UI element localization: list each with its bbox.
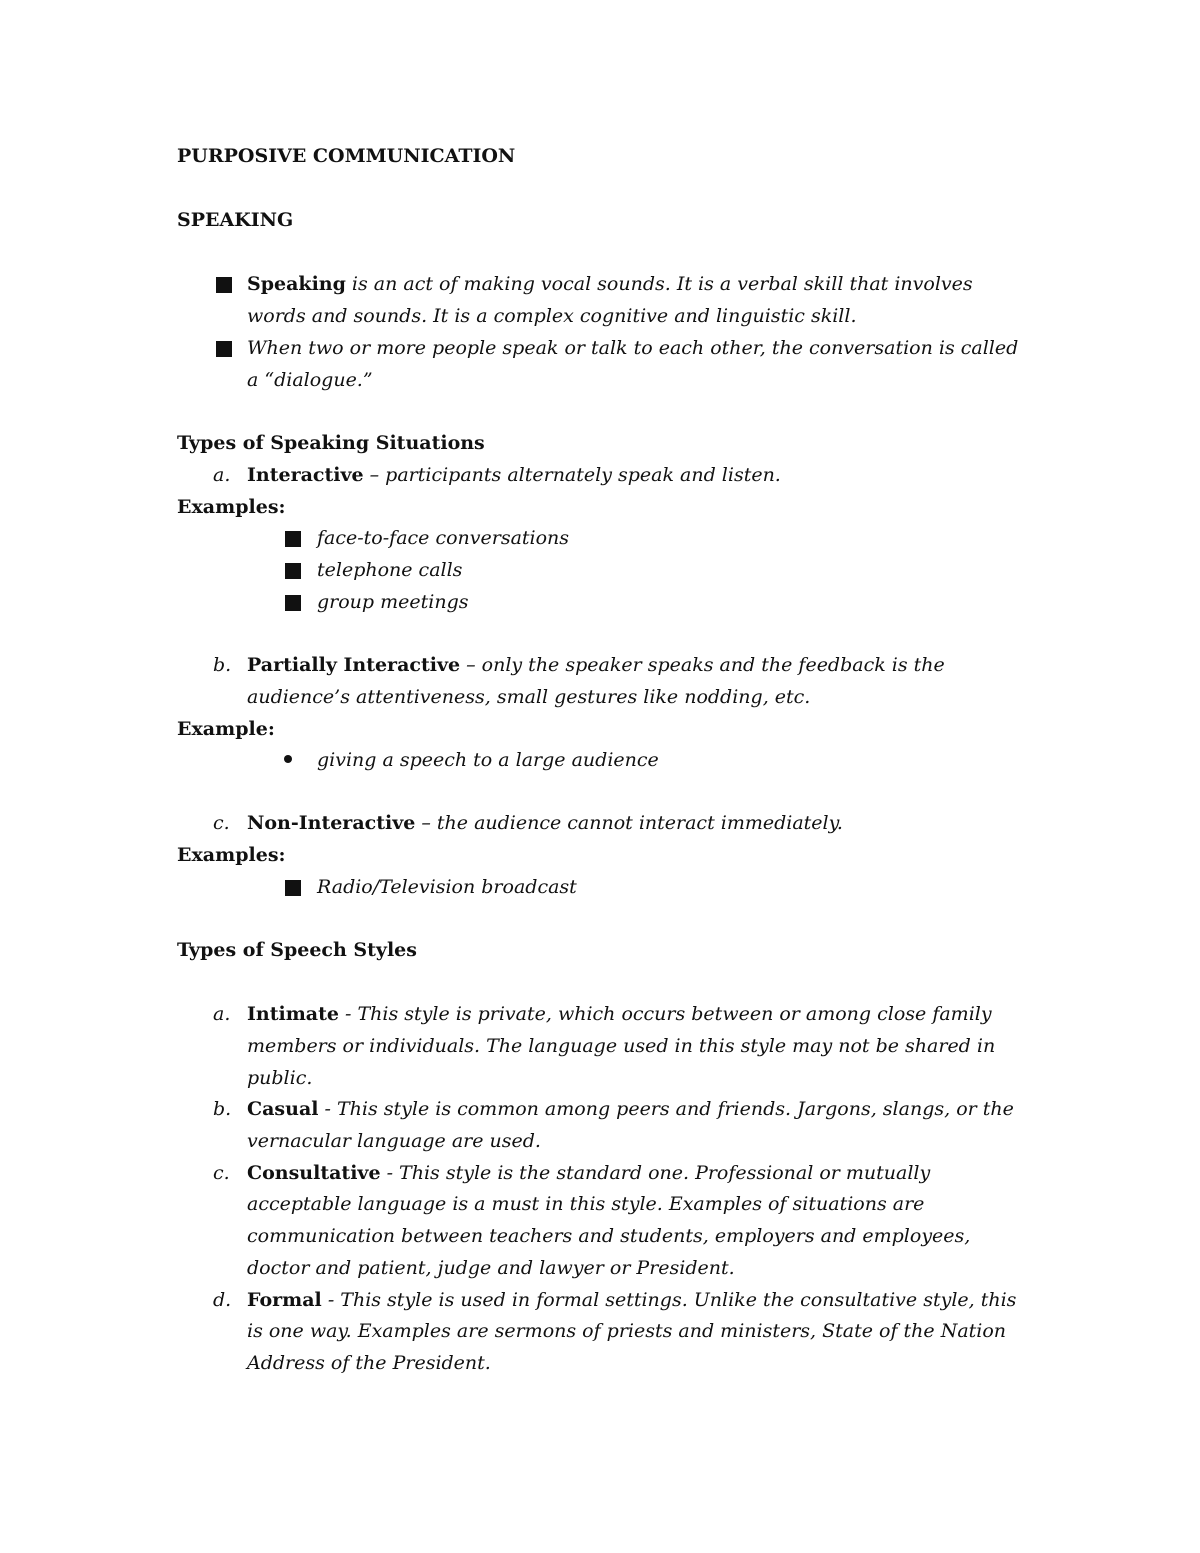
style-casual-line-2: vernacular language are used. xyxy=(247,1130,541,1152)
speaking-definition: is an act of making vocal sounds. It is a verbal skill that involves xyxy=(345,273,973,295)
situation-interactive xyxy=(247,462,781,488)
situation-term: Partially Interactive xyxy=(247,654,461,676)
round-bullet-icon xyxy=(284,755,292,763)
square-bullet-icon xyxy=(285,563,301,579)
situation-partially-interactive xyxy=(247,652,945,678)
section-heading-speaking: SPEAKING xyxy=(177,209,294,231)
style-consultative-line-4: doctor and patient, judge and lawyer or President. xyxy=(247,1257,735,1279)
style-intimate-line-1 xyxy=(247,1001,992,1027)
examples-label: Examples: xyxy=(177,844,286,866)
situation-desc: – only the speaker speaks and the feedback is the xyxy=(460,654,945,676)
list-letter: a. xyxy=(213,1003,231,1025)
style-consultative-line-1 xyxy=(247,1160,930,1186)
styles-heading: Types of Speech Styles xyxy=(177,939,417,961)
list-letter: c. xyxy=(213,1162,230,1184)
square-bullet-icon xyxy=(285,880,301,896)
style-term: Intimate xyxy=(247,1003,339,1025)
list-letter: d. xyxy=(213,1289,232,1311)
style-term: Consultative xyxy=(247,1162,381,1184)
list-letter: c. xyxy=(213,812,230,834)
example-item: Radio/Television broadcast xyxy=(317,876,577,898)
style-casual-line-1 xyxy=(247,1096,1014,1122)
speaking-bullet-1-line-1 xyxy=(247,271,973,297)
style-formal-line-3: Address of the President. xyxy=(247,1352,491,1374)
example-item: telephone calls xyxy=(317,559,463,581)
style-consultative-line-2: acceptable language is a must in this style. Examples of situations are xyxy=(247,1193,925,1215)
situation-term: Non-Interactive xyxy=(247,812,416,834)
style-formal-line-1 xyxy=(247,1287,1016,1313)
style-term: Formal xyxy=(247,1289,322,1311)
square-bullet-icon xyxy=(216,341,232,357)
square-bullet-icon xyxy=(285,531,301,547)
speaking-bullet-2-line-1: When two or more people speak or talk to each other, the conversation is called xyxy=(247,337,1019,359)
examples-label: Examples: xyxy=(177,496,286,518)
style-term: Casual xyxy=(247,1098,319,1120)
situation-non-interactive xyxy=(247,810,843,836)
style-desc: - This style is common among peers and friends. Jargons, slangs, or the xyxy=(318,1098,1014,1120)
style-consultative-line-3: communication between teachers and students, employers and employees, xyxy=(247,1225,971,1247)
example-item: face-to-face conversations xyxy=(317,527,570,549)
examples-label: Example: xyxy=(177,718,275,740)
situations-heading: Types of Speaking Situations xyxy=(177,432,485,454)
list-letter: b. xyxy=(213,1098,232,1120)
situation-term: Interactive xyxy=(247,464,364,486)
square-bullet-icon xyxy=(285,595,301,611)
square-bullet-icon xyxy=(216,277,232,293)
list-letter: a. xyxy=(213,464,231,486)
document-title: PURPOSIVE COMMUNICATION xyxy=(177,145,516,167)
situation-desc-line-2: audience’s attentiveness, small gestures like nodding, etc. xyxy=(247,686,811,708)
speaking-bullet-2-line-2: a “dialogue.” xyxy=(247,369,373,391)
style-desc: - This style is private, which occurs between or among close family xyxy=(338,1003,992,1025)
speaking-bullet-1-line-2: words and sounds. It is a complex cognitive and linguistic skill. xyxy=(247,305,857,327)
style-desc: - This style is the standard one. Professional or mutually xyxy=(380,1162,931,1184)
speaking-term: Speaking xyxy=(247,273,346,295)
style-intimate-line-2: members or individuals. The language used in this style may not be shared in xyxy=(247,1035,996,1057)
style-desc: - This style is used in formal settings. Unlike the consultative style, this xyxy=(321,1289,1017,1311)
style-intimate-line-3: public. xyxy=(247,1067,313,1089)
example-item: group meetings xyxy=(317,591,469,613)
situation-desc: – the audience cannot interact immediately. xyxy=(415,812,843,834)
example-item: giving a speech to a large audience xyxy=(317,749,659,771)
situation-desc: – participants alternately speak and listen. xyxy=(363,464,781,486)
list-letter: b. xyxy=(213,654,232,676)
style-formal-line-2: is one way. Examples are sermons of priests and ministers, State of the Nation xyxy=(247,1320,1007,1342)
